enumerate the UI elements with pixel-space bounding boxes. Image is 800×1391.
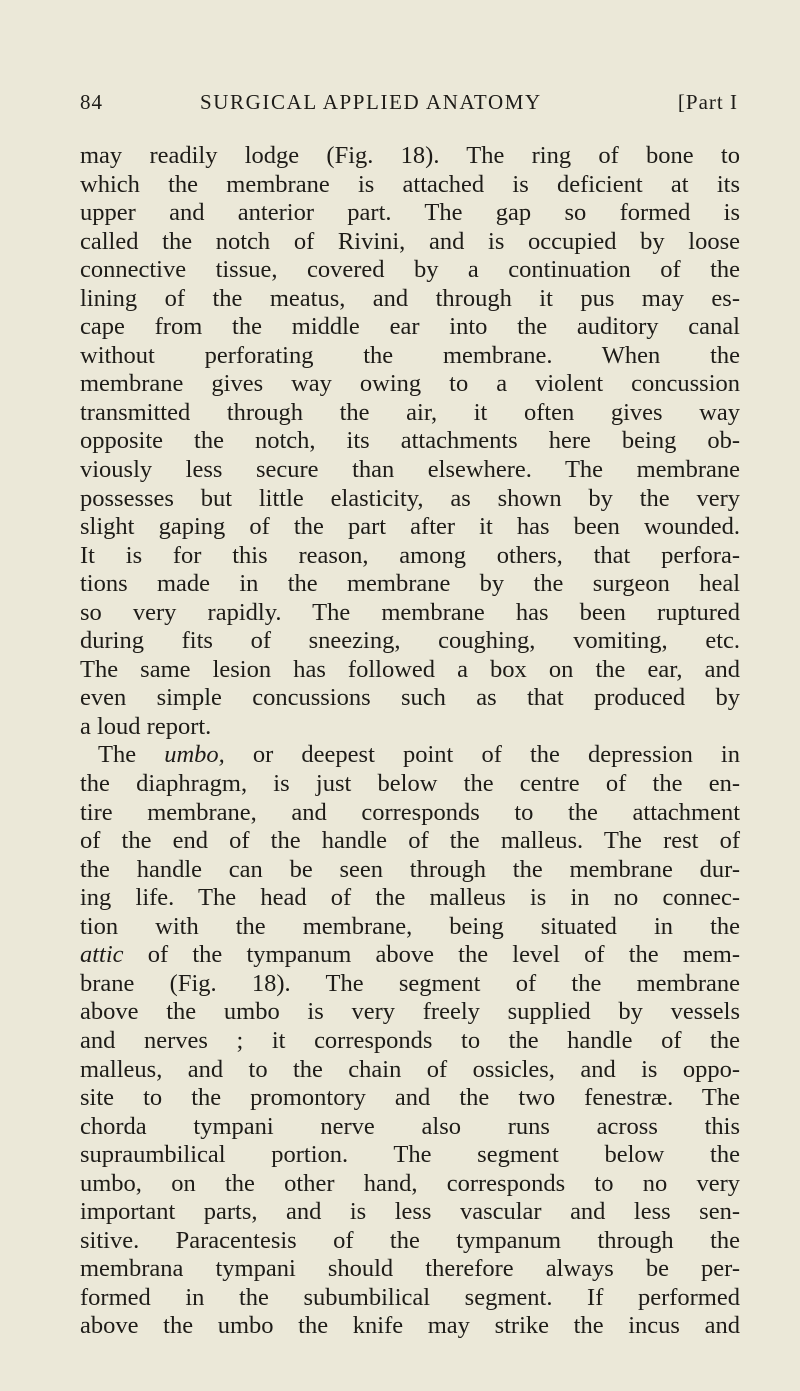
text-line	[80, 941, 740, 970]
text-line: slight gaping of the part after it has been wounded.	[80, 513, 740, 541]
paragraph-1	[80, 142, 740, 741]
text-line: site to the promontory and the two fenestræ. The	[80, 1084, 740, 1112]
text-line: above the umbo the knife may strike the incus and	[80, 1312, 740, 1340]
text-line: formed in the subumbilical segment. If performed	[80, 1283, 740, 1311]
text-line: cape from the middle ear into the auditory canal	[80, 313, 740, 341]
text-line: umbo, on the other hand, corresponds to no very	[80, 1169, 740, 1197]
text-line: upper and anterior part. The gap so formed is	[80, 199, 740, 227]
text-line: viously less secure than elsewhere. The membrane	[80, 456, 740, 484]
attic-term: attic	[80, 941, 124, 969]
body-text	[80, 142, 740, 1341]
paragraph-2-lines-b	[80, 970, 740, 1341]
text-line: connective tissue, covered by a continuation of the	[80, 256, 740, 284]
text-line: and nerves ; it corresponds to the handle of the	[80, 1026, 740, 1054]
text-line	[80, 741, 740, 770]
text-line: sitive. Paracentesis of the tympanum through the	[80, 1226, 740, 1254]
text-line: chorda tympani nerve also runs across this	[80, 1112, 740, 1140]
text-line: membrane gives way owing to a violent concussion	[80, 370, 740, 398]
text-line: tire membrane, and corresponds to the attachment	[80, 798, 740, 826]
text-line: brane (Fig. 18). The segment of the membrane	[80, 969, 740, 997]
text-span: The	[98, 741, 165, 769]
text-line: the handle can be seen through the membrane dur-	[80, 855, 740, 883]
page-number: 84	[80, 90, 103, 114]
text-line: above the umbo is very freely supplied by vessels	[80, 998, 740, 1026]
text-line: tions made in the membrane by the surgeon heal	[80, 570, 740, 598]
text-line: malleus, and to the chain of ossicles, and is oppo-	[80, 1055, 740, 1083]
text-line: during fits of sneezing, coughing, vomiting, etc.	[80, 627, 740, 655]
text-line: the diaphragm, is just below the centre of the en-	[80, 770, 740, 798]
paragraph-2	[80, 741, 740, 1340]
text-span: or deepest point of the depression in	[224, 741, 740, 769]
text-line: opposite the notch, its attachments here being ob-	[80, 427, 740, 455]
text-line: membrana tympani should therefore always be per-	[80, 1255, 740, 1283]
text-line: ing life. The head of the malleus is in no connec-	[80, 884, 740, 912]
text-line: of the end of the handle of the malleus. The rest of	[80, 827, 740, 855]
text-line: tion with the membrane, being situated in the	[80, 912, 740, 940]
text-line: called the notch of Rivini, and is occupied by loose	[80, 227, 740, 255]
text-line: lining of the meatus, and through it pus may es-	[80, 284, 740, 312]
text-line: even simple concussions such as that produced by	[80, 684, 740, 712]
text-line: which the membrane is attached is deficient at its	[80, 170, 740, 198]
text-line: so very rapidly. The membrane has been ruptured	[80, 598, 740, 626]
umbo-term: umbo,	[164, 741, 225, 769]
text-line: supraumbilical portion. The segment below the	[80, 1141, 740, 1169]
text-line: The same lesion has followed a box on the ear, and	[80, 655, 740, 683]
text-line: important parts, and is less vascular and less sen-	[80, 1198, 740, 1226]
paragraph-2-lines-a	[80, 770, 740, 941]
text-span: of the tympanum above the level of the mem-	[123, 941, 740, 969]
text-line: may readily lodge (Fig. 18). The ring of bone to	[80, 142, 740, 169]
text-line: without perforating the membrane. When the	[80, 341, 740, 369]
text-line: transmitted through the air, it often gives way	[80, 398, 740, 426]
running-title: SURGICAL APPLIED ANATOMY	[200, 90, 542, 114]
text-line: possesses but little elasticity, as shown by the very	[80, 484, 740, 512]
part-label: [Part I	[677, 90, 738, 114]
text-line: a loud report.	[80, 712, 212, 740]
text-line: It is for this reason, among others, that perfora-	[80, 541, 740, 569]
